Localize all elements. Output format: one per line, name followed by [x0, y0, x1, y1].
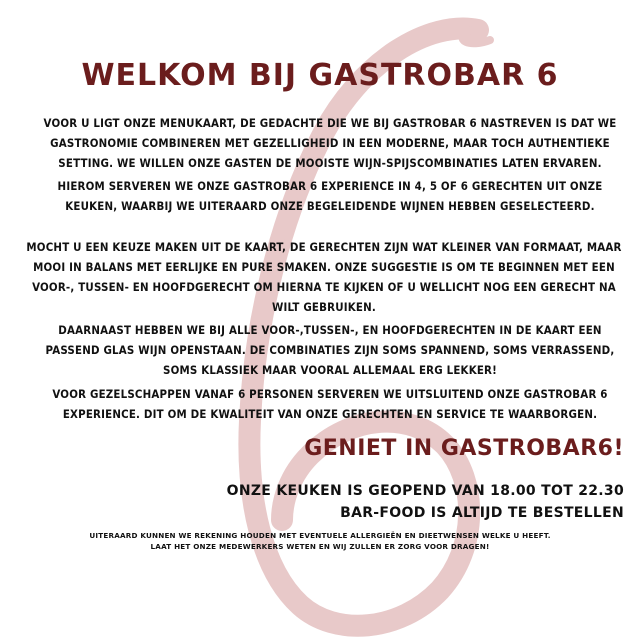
- menu-choice-paragraph: MOCHT U EEN KEUZE MAKEN UIT DE KAART, DE GERECHTEN ZIJN WAT KLEINER VAN FORMAAT, MAAR MOOI IN BALANS MET EERLIJKE EN PURE SMAKEN. ONZE SUGGESTIE IS OM TE BEGINNEN MET EEN VOOR-, TUSSEN- EN HOOFDGERECHT OM HIERNA TE KIJKEN OF U WELLICHT NOG EEN GERECHT NA WILT GEBRUIKEN.: [26, 240, 622, 314]
- group-policy-paragraph: VOOR GEZELSCHAPPEN VANAF 6 PERSONEN SERVEREN WE UITSLUITEND ONZE GASTROBAR 6 EXPERIENCE. DIT OM DE KWALITEIT VAN ONZE GERECHTEN EN SERVICE TE WAARBORGEN.: [52, 387, 608, 421]
- allergy-note-line-1: UITERAARD KUNNEN WE REKENING HOUDEN MET EVENTUELE ALLERGIEËN EN DIEETWENSEN WELKE U HEEFT.: [89, 531, 551, 540]
- experience-paragraph: HIEROM SERVEREN WE ONZE GASTROBAR 6 EXPERIENCE IN 4, 5 OF 6 GERECHTEN UIT ONZE KEUKEN, WAARBIJ WE UITERAARD ONZE BEGELEIDENDE WIJNEN HEBBEN GESELECTEERD.: [57, 179, 603, 213]
- opening-hours: [204, 480, 624, 524]
- allergy-note: [30, 530, 610, 552]
- bar-food-line: BAR-FOOD IS ALTIJD TE BESTELLEN: [340, 505, 624, 521]
- enjoy-heading: GENIET IN GASTROBAR6!: [304, 436, 624, 461]
- allergy-note-line-2: LAAT HET ONZE MEDEWERKERS WETEN EN WIJ ZULLEN ER ZORG VOOR DRAGEN!: [150, 542, 490, 551]
- kitchen-hours-line: ONZE KEUKEN IS GEOPEND VAN 18.00 TOT 22.30: [226, 483, 624, 499]
- intro-paragraph: VOOR U LIGT ONZE MENUKAART, DE GEDACHTE DIE WE BIJ GASTROBAR 6 NASTREVEN IS DAT WE GASTRONOMIE COMBINEREN MET GEZELLIGHEID IN EEN MODERNE, MAAR TOCH AUTHENTIEKE SETTING. WE WILLEN ONZE GASTEN DE MOOISTE WIJN-SPIJSCOMBINATIES LATEN ERVAREN.: [43, 116, 617, 170]
- wine-pairing-paragraph: DAARNAAST HEBBEN WE BIJ ALLE VOOR-,TUSSEN-, EN HOOFDGERECHTEN IN DE KAART EEN PASSEND GLAS WIJN OPENSTAAN. DE COMBINATIES ZIJN SOMS SPANNEND, SOMS VERRASSEND, SOMS KLASSIEK MAAR VOORAL ALLEMAAL ERG LEKKER!: [45, 323, 615, 377]
- page-title: WELKOM BIJ GASTROBAR 6: [81, 58, 559, 93]
